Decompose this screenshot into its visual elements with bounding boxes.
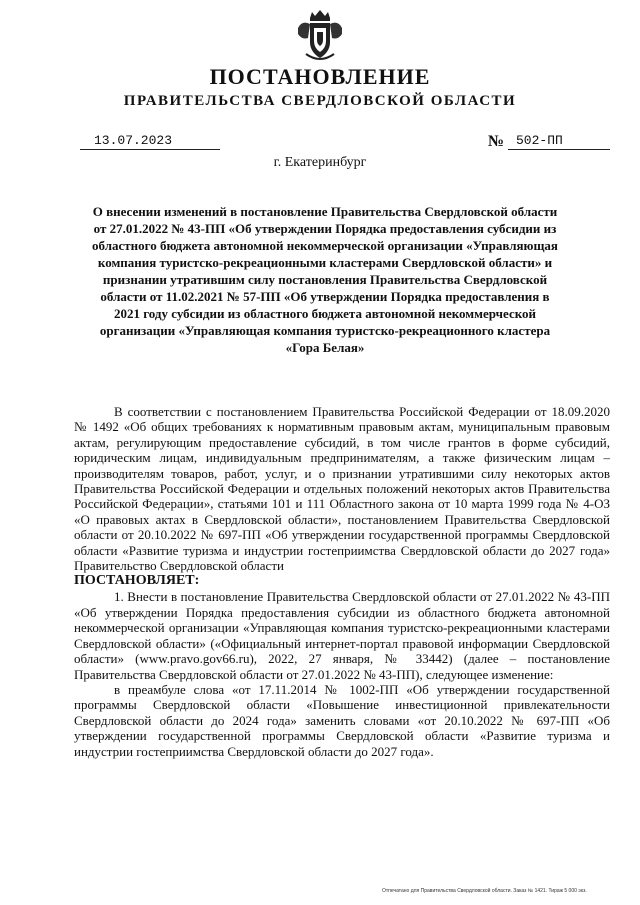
decree-heading: ПОСТАНОВЛЯЕТ: — [74, 573, 200, 589]
document-number-value: 502-ПП — [516, 133, 563, 148]
document-body — [74, 404, 610, 759]
item-1-change-paragraph: в преамбуле слова «от 17.11.2014 № 1002-ПП «Об утверждении государственной программы Свердловской области «Повышение инвестиционной привлекательности Свердловской области до 2024 года» заменить словами «от 20.10.2022 № 697-ПП «Об утверждении государственной программы Свердловской области «Развитие туризма и индустрии гостеприимства Свердловской области до 2027 года». — [74, 681, 610, 759]
document-type-title: ПОСТАНОВЛЕНИЕ — [209, 64, 431, 89]
document-subject: О внесении изменений в постановление Правительства Свердловской области от 27.01.2022 № 43-ПП «Об утверждении Порядка предоставления субсидии из областного бюджета автономной некоммерческой организации «Управляющая компания туристско-рекреационными кластерами Свердловской области» и признании утратившим силу постановления Правительства Свердловской области от 11.02.2021 № 57-ПП «Об утверждении Порядка предоставления в 2021 году субсидии из областного бюджета автономной некоммерческой организации «Управляющая компания туристско-рекреационного кластера «Гора Белая» — [92, 204, 558, 355]
number-label: № — [488, 133, 505, 150]
item-1-paragraph: 1. Внести в постановление Правительства Свердловской области от 27.01.2022 № 43-ПП «Об утверждении Порядка предоставления субсидии из областного бюджета автономной некоммерческой организации «Управляющая компания туристско-рекреационными кластерами Свердловской области» («Официальный интернет-портал правовой информации Свердловской области» (www.pravo.gov66.ru), 2022, 27 января, № 33442) (далее – постановление Правительства Свердловской области от 27.01.2022 № 43-ПП), следующее изменение: — [74, 589, 610, 682]
document-date — [80, 133, 220, 150]
city: г. Екатеринбург — [273, 155, 367, 170]
issuing-authority: ПРАВИТЕЛЬСТВА СВЕРДЛОВСКОЙ ОБЛАСТИ — [123, 93, 517, 109]
document-number — [508, 133, 610, 150]
document-date-value: 13.07.2023 — [94, 133, 173, 148]
coat-of-arms-icon — [296, 8, 344, 64]
print-footer: Отпечатано для Правительства Свердловской области. Заказ № 1421. Тираж 5 000 экз. — [382, 888, 587, 894]
preamble-paragraph: В соответствии с постановлением Правительства Российской Федерации от 18.09.2020 № 1492 «Об общих требованиях к нормативным правовым актам, муниципальным правовым актам, регулирующим предоставление субсидий, в том числе грантов в форме субсидий, юридическим лицам, индивидуальным предпринимателям, а также физическим лицам – производителям товаров, работ, услуг, и о признании утратившими силу некоторых актов Правительства Российской Федерации и отдельных положений некоторых актов Правительства Российской Федерации», статьями 101 и 111 Областного закона от 10 марта 1999 года № 4-ОЗ «О правовых актах в Свердловской области», постановлением Правительства Свердловской области от 20.10.2022 № 697-ПП «Об утверждении государственной программы Свердловской области «Развитие туризма и индустрии гостеприимства Свердловской области до 2027 года» Правительство Свердловской области — [74, 404, 610, 574]
